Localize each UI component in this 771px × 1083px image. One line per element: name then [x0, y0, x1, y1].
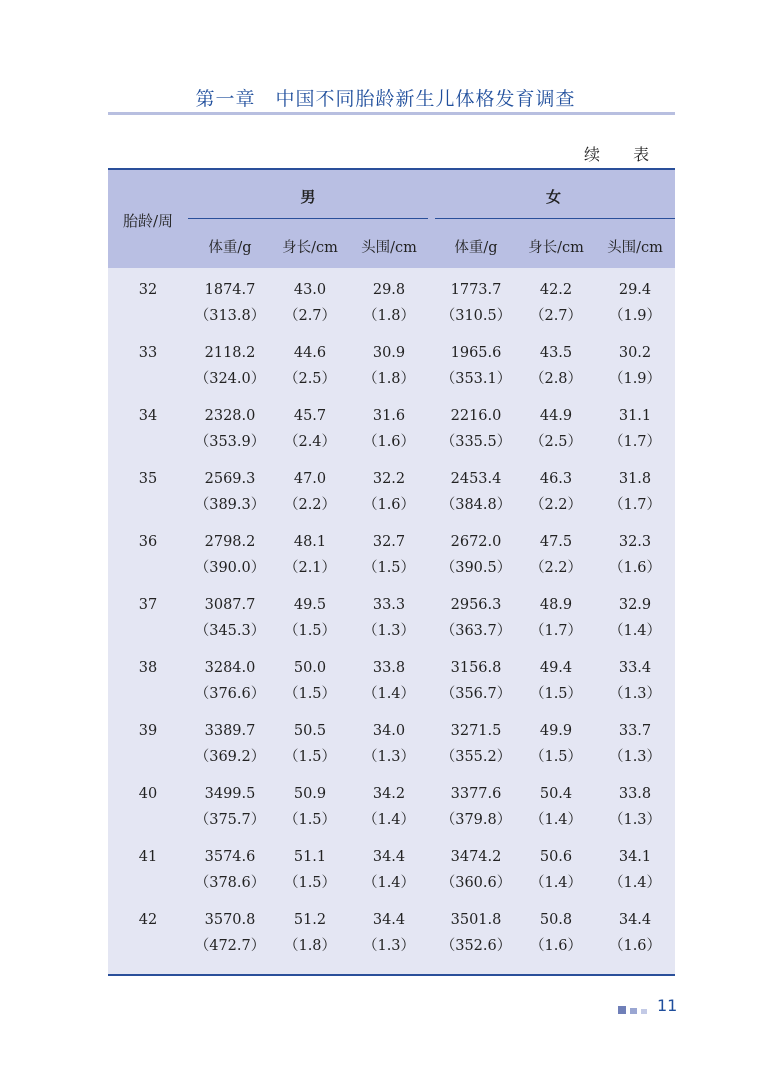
col-header-female-head: 头围/cm — [607, 240, 663, 256]
cell-female-weight-mean: 1773.7 — [450, 282, 502, 298]
cell-male-head-sd: （1.4） — [362, 686, 416, 702]
cell-female-head-mean: 34.1 — [618, 849, 652, 865]
cell-male-length-mean: 47.0 — [293, 471, 327, 487]
cell-male-weight-mean: 2118.2 — [204, 345, 256, 361]
data-table — [108, 168, 675, 976]
cell-male-weight-sd: （313.8） — [194, 308, 266, 324]
cell-female-length-mean: 47.5 — [539, 534, 573, 550]
cell-female-length-mean: 49.4 — [539, 660, 573, 676]
cell-female-head-mean: 34.4 — [618, 912, 652, 928]
cell-male-length-sd: （2.7） — [283, 308, 337, 324]
cell-female-weight-sd: （360.6） — [440, 875, 512, 891]
cell-gestational-age: 42 — [138, 912, 158, 928]
group-header-male: 男 — [300, 188, 316, 206]
cell-female-weight-mean: 1965.6 — [450, 345, 502, 361]
cell-male-head-mean: 32.7 — [372, 534, 406, 550]
group-underline-female — [435, 218, 675, 219]
cell-female-length-sd: （1.7） — [529, 623, 583, 639]
cell-gestational-age: 40 — [138, 786, 158, 802]
cell-male-head-mean: 34.0 — [372, 723, 406, 739]
chapter-title: 第一章 中国不同胎龄新生儿体格发育调查 — [195, 88, 576, 110]
cell-female-length-mean: 50.6 — [539, 849, 573, 865]
cell-female-length-mean: 42.2 — [539, 282, 573, 298]
cell-male-length-sd: （1.5） — [283, 623, 337, 639]
col-header-gestational-age: 胎龄/周 — [122, 212, 174, 230]
cell-male-head-mean: 33.8 — [372, 660, 406, 676]
page-number: 11 — [657, 996, 678, 1015]
cell-male-head-sd: （1.4） — [362, 875, 416, 891]
cell-female-length-sd: （1.5） — [529, 686, 583, 702]
cell-female-head-sd: （1.4） — [608, 623, 662, 639]
cell-male-head-sd: （1.3） — [362, 938, 416, 954]
cell-male-length-mean: 50.0 — [293, 660, 327, 676]
table-row — [108, 655, 675, 718]
cell-male-head-sd: （1.6） — [362, 434, 416, 450]
group-underline-male — [188, 218, 428, 219]
cell-male-weight-mean: 3574.6 — [204, 849, 256, 865]
cell-female-weight-sd: （363.7） — [440, 623, 512, 639]
table-bottom-rule — [108, 974, 675, 976]
cell-male-length-sd: （1.5） — [283, 875, 337, 891]
table-row — [108, 844, 675, 907]
cell-female-length-mean: 44.9 — [539, 408, 573, 424]
cell-female-head-sd: （1.3） — [608, 749, 662, 765]
cell-male-head-sd: （1.8） — [362, 371, 416, 387]
cell-female-length-mean: 49.9 — [539, 723, 573, 739]
table-row — [108, 718, 675, 781]
cell-male-length-mean: 49.5 — [293, 597, 327, 613]
col-header-female-length: 身长/cm — [528, 240, 584, 256]
cell-female-head-sd: （1.6） — [608, 560, 662, 576]
cell-gestational-age: 36 — [138, 534, 158, 550]
cell-female-weight-mean: 2216.0 — [450, 408, 502, 424]
cell-male-weight-mean: 1874.7 — [204, 282, 256, 298]
cell-male-weight-sd: （345.3） — [194, 623, 266, 639]
cell-male-weight-mean: 3499.5 — [204, 786, 256, 802]
cell-female-weight-sd: （356.7） — [440, 686, 512, 702]
cell-male-weight-mean: 3087.7 — [204, 597, 256, 613]
cell-male-head-sd: （1.3） — [362, 749, 416, 765]
cell-male-length-mean: 51.2 — [293, 912, 327, 928]
cell-gestational-age: 34 — [138, 408, 158, 424]
table-body — [108, 268, 675, 974]
table-row — [108, 340, 675, 403]
header-rule — [108, 112, 675, 115]
cell-female-length-sd: （2.7） — [529, 308, 583, 324]
cell-male-length-sd: （2.5） — [283, 371, 337, 387]
cell-female-head-sd: （1.7） — [608, 497, 662, 513]
cell-male-head-mean: 34.4 — [372, 912, 406, 928]
cell-gestational-age: 35 — [138, 471, 158, 487]
table-row — [108, 592, 675, 655]
cell-male-head-mean: 30.9 — [372, 345, 406, 361]
cell-female-weight-sd: （352.6） — [440, 938, 512, 954]
cell-female-length-sd: （2.5） — [529, 434, 583, 450]
cell-female-weight-mean: 3501.8 — [450, 912, 502, 928]
cell-female-head-mean: 29.4 — [618, 282, 652, 298]
cell-male-length-sd: （2.2） — [283, 497, 337, 513]
cell-female-head-sd: （1.9） — [608, 308, 662, 324]
cell-female-weight-mean: 2672.0 — [450, 534, 502, 550]
cell-male-weight-sd: （376.6） — [194, 686, 266, 702]
cell-female-head-sd: （1.6） — [608, 938, 662, 954]
cell-male-length-sd: （1.5） — [283, 812, 337, 828]
cell-male-weight-mean: 3570.8 — [204, 912, 256, 928]
cell-female-head-sd: （1.9） — [608, 371, 662, 387]
cell-male-weight-sd: （324.0） — [194, 371, 266, 387]
cell-female-length-sd: （1.4） — [529, 812, 583, 828]
cell-male-length-mean: 50.9 — [293, 786, 327, 802]
cell-female-head-sd: （1.3） — [608, 686, 662, 702]
cell-female-length-sd: （1.4） — [529, 875, 583, 891]
cell-female-length-mean: 50.4 — [539, 786, 573, 802]
cell-female-length-sd: （1.5） — [529, 749, 583, 765]
cell-female-weight-sd: （310.5） — [440, 308, 512, 324]
cell-female-weight-sd: （355.2） — [440, 749, 512, 765]
cell-female-head-mean: 31.8 — [618, 471, 652, 487]
cell-female-length-sd: （1.6） — [529, 938, 583, 954]
cell-female-weight-sd: （379.8） — [440, 812, 512, 828]
cell-male-head-mean: 31.6 — [372, 408, 406, 424]
cell-female-length-mean: 50.8 — [539, 912, 573, 928]
cell-female-head-mean: 32.3 — [618, 534, 652, 550]
cell-female-head-sd: （1.7） — [608, 434, 662, 450]
cell-male-head-sd: （1.5） — [362, 560, 416, 576]
cell-female-head-mean: 32.9 — [618, 597, 652, 613]
cell-male-length-sd: （1.5） — [283, 749, 337, 765]
cell-female-weight-sd: （335.5） — [440, 434, 512, 450]
cell-male-weight-mean: 2328.0 — [204, 408, 256, 424]
cell-female-length-sd: （2.2） — [529, 560, 583, 576]
cell-male-length-mean: 43.0 — [293, 282, 327, 298]
cell-male-weight-mean: 2569.3 — [204, 471, 256, 487]
cell-male-head-mean: 33.3 — [372, 597, 406, 613]
cell-female-weight-sd: （390.5） — [440, 560, 512, 576]
cell-female-head-mean: 33.4 — [618, 660, 652, 676]
cell-male-length-sd: （1.8） — [283, 938, 337, 954]
group-header-female: 女 — [545, 188, 561, 206]
cell-gestational-age: 32 — [138, 282, 158, 298]
cell-male-head-mean: 34.2 — [372, 786, 406, 802]
footer-square — [618, 1006, 626, 1014]
cell-male-head-sd: （1.3） — [362, 623, 416, 639]
cell-male-head-sd: （1.6） — [362, 497, 416, 513]
cell-male-head-mean: 32.2 — [372, 471, 406, 487]
cell-female-weight-mean: 2453.4 — [450, 471, 502, 487]
cell-male-weight-sd: （378.6） — [194, 875, 266, 891]
cell-male-length-sd: （2.4） — [283, 434, 337, 450]
cell-male-length-sd: （1.5） — [283, 686, 337, 702]
cell-female-weight-sd: （353.1） — [440, 371, 512, 387]
cell-female-weight-mean: 3377.6 — [450, 786, 502, 802]
table-row — [108, 466, 675, 529]
cell-gestational-age: 41 — [138, 849, 158, 865]
cell-female-head-mean: 31.1 — [618, 408, 652, 424]
cell-female-head-mean: 33.8 — [618, 786, 652, 802]
table-row — [108, 403, 675, 466]
cell-male-head-sd: （1.4） — [362, 812, 416, 828]
cell-female-head-sd: （1.3） — [608, 812, 662, 828]
cell-female-length-sd: （2.2） — [529, 497, 583, 513]
cell-male-weight-sd: （390.0） — [194, 560, 266, 576]
cell-male-weight-sd: （389.3） — [194, 497, 266, 513]
cell-male-weight-mean: 2798.2 — [204, 534, 256, 550]
cell-female-length-mean: 46.3 — [539, 471, 573, 487]
cell-male-weight-sd: （375.7） — [194, 812, 266, 828]
cell-female-head-mean: 30.2 — [618, 345, 652, 361]
continued-label: 续 表 — [584, 145, 664, 164]
table-row — [108, 529, 675, 592]
cell-gestational-age: 39 — [138, 723, 158, 739]
cell-male-length-mean: 44.6 — [293, 345, 327, 361]
cell-female-length-sd: （2.8） — [529, 371, 583, 387]
cell-gestational-age: 37 — [138, 597, 158, 613]
col-header-female-weight: 体重/g — [454, 240, 498, 256]
cell-male-weight-mean: 3389.7 — [204, 723, 256, 739]
col-header-male-length: 身长/cm — [282, 240, 338, 256]
table-row — [108, 781, 675, 844]
cell-male-weight-mean: 3284.0 — [204, 660, 256, 676]
cell-male-weight-sd: （369.2） — [194, 749, 266, 765]
footer-square — [630, 1008, 637, 1014]
cell-male-length-sd: （2.1） — [283, 560, 337, 576]
cell-female-weight-mean: 3271.5 — [450, 723, 502, 739]
col-header-male-head: 头围/cm — [361, 240, 417, 256]
cell-gestational-age: 33 — [138, 345, 158, 361]
cell-male-weight-sd: （472.7） — [194, 938, 266, 954]
footer-square — [641, 1009, 647, 1014]
cell-female-weight-mean: 2956.3 — [450, 597, 502, 613]
cell-male-length-mean: 45.7 — [293, 408, 327, 424]
cell-male-head-mean: 29.8 — [372, 282, 406, 298]
cell-female-head-sd: （1.4） — [608, 875, 662, 891]
cell-female-head-mean: 33.7 — [618, 723, 652, 739]
cell-female-length-mean: 43.5 — [539, 345, 573, 361]
table-header — [108, 170, 675, 268]
table-row — [108, 277, 675, 340]
cell-male-length-mean: 48.1 — [293, 534, 327, 550]
cell-male-head-mean: 34.4 — [372, 849, 406, 865]
cell-male-weight-sd: （353.9） — [194, 434, 266, 450]
table-row — [108, 907, 675, 970]
cell-female-weight-sd: （384.8） — [440, 497, 512, 513]
cell-gestational-age: 38 — [138, 660, 158, 676]
col-header-male-weight: 体重/g — [208, 240, 252, 256]
cell-male-length-mean: 51.1 — [293, 849, 327, 865]
cell-male-head-sd: （1.8） — [362, 308, 416, 324]
cell-female-weight-mean: 3474.2 — [450, 849, 502, 865]
cell-male-length-mean: 50.5 — [293, 723, 327, 739]
cell-female-length-mean: 48.9 — [539, 597, 573, 613]
cell-female-weight-mean: 3156.8 — [450, 660, 502, 676]
